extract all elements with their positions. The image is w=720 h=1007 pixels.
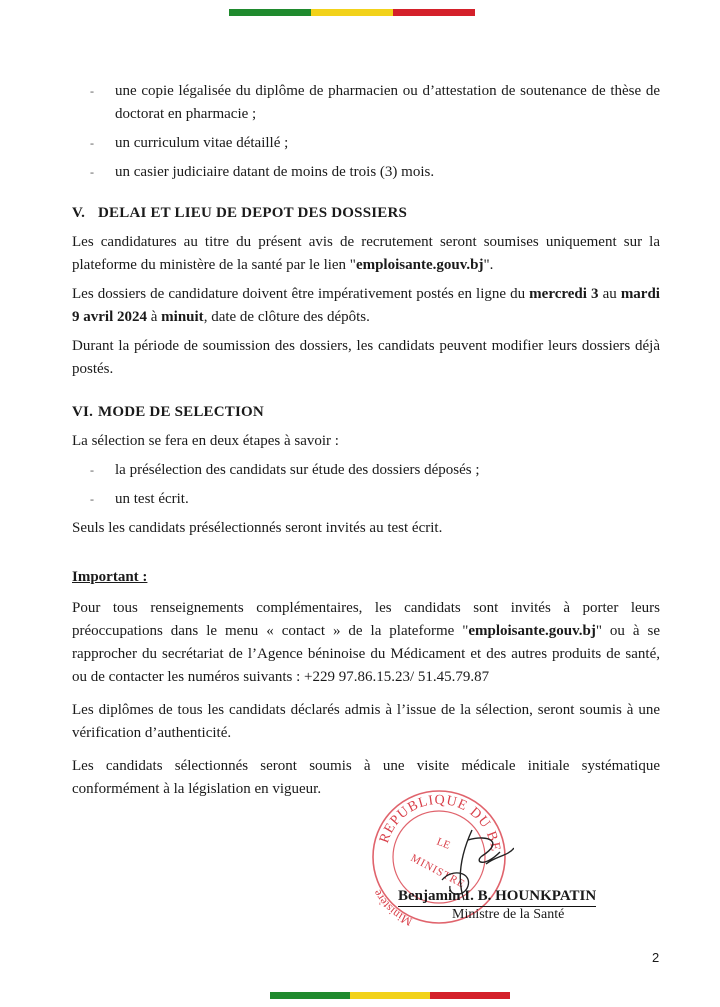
signatory-name: Benjamin I. B. HOUNKPATIN <box>398 888 596 907</box>
list-item: - une copie légalisée du diplôme de pharmacien ou d’attestation de soutenance de thèse de doctorat en pharmacie ; <box>72 80 660 126</box>
document-body <box>72 80 660 807</box>
important-paragraph-2: Les diplômes de tous les candidats déclarés admis à l’issue de la sélection, seront soumis à une vérification d’authenticité. <box>72 702 660 741</box>
page-number: 2 <box>652 950 660 965</box>
section-vi-intro: La sélection se fera en deux étapes à savoir : <box>72 433 339 449</box>
section-vi-outro: Seuls les candidats présélectionnés seront invités au test écrit. <box>72 520 443 536</box>
flag-stripe-top <box>229 9 475 16</box>
list-item: - la présélection des candidats sur étude des dossiers déposés ; <box>72 459 660 482</box>
dash-bullet-icon: - <box>90 463 94 477</box>
svg-text:Ministère: Ministère <box>369 887 415 930</box>
list-item: - un curriculum vitae détaillé ; <box>72 132 660 155</box>
section-v-paragraph-3: Durant la période de soumission des dossiers, les candidats peuvent modifier leurs dossiers déjà postés. <box>72 338 660 377</box>
svg-text:LE: LE <box>434 835 452 852</box>
important-heading: Important : <box>72 569 148 585</box>
svg-text:MINISTRE: MINISTRE <box>408 852 468 891</box>
flag-stripe-bottom <box>270 992 510 999</box>
platform-link: emploisante.gouv.bj <box>468 623 596 639</box>
dash-bullet-icon: - <box>90 165 94 179</box>
svg-text:REPUBLIQUE DU BE: REPUBLIQUE DU BE <box>377 792 503 854</box>
dash-bullet-icon: - <box>90 492 94 506</box>
important-paragraph-1: Pour tous renseignements complémentaires, les candidats sont invités à porter leurs préoccupations dans le menu « contact » de la plateforme "emploisante.gouv.bj" ou à se rapprocher du secrétariat de l’Agence béninoise du Médicament et des autres produits de santé, ou de contacter les numéros suivants : +229 97.86.15.23/ 51.45.79.87 <box>72 600 660 685</box>
important-paragraph-3: Les candidats sélectionnés seront soumis à une visite médicale initiale systématique conformément à la législation en vigueur. <box>72 758 660 797</box>
selection-steps-list <box>72 459 660 511</box>
section-v-paragraph-2: Les dossiers de candidature doivent être impérativement postés en ligne du mercredi 3 au mardi 9 avril 2024 à minuit, date de clôture des dépôts. <box>72 286 660 325</box>
signatory-title: Ministre de la Santé <box>452 907 565 922</box>
section-v-paragraph-1: Les candidatures au titre du présent avis de recrutement seront soumises uniquement sur la plateforme du ministère de la santé par le lien "emploisante.gouv.bj". <box>72 234 660 273</box>
section-v-heading: V. DELAI ET LIEU DE DEPOT DES DOSSIERS <box>72 205 408 221</box>
list-item: - un test écrit. <box>72 488 660 511</box>
dash-bullet-icon: - <box>90 84 94 98</box>
section-vi-heading: VI. MODE DE SELECTION <box>72 404 264 420</box>
dash-bullet-icon: - <box>90 136 94 150</box>
required-documents-list <box>72 80 660 184</box>
platform-link: emploisante.gouv.bj <box>355 257 484 273</box>
list-item: - un casier judiciaire datant de moins de trois (3) mois. <box>72 161 660 184</box>
